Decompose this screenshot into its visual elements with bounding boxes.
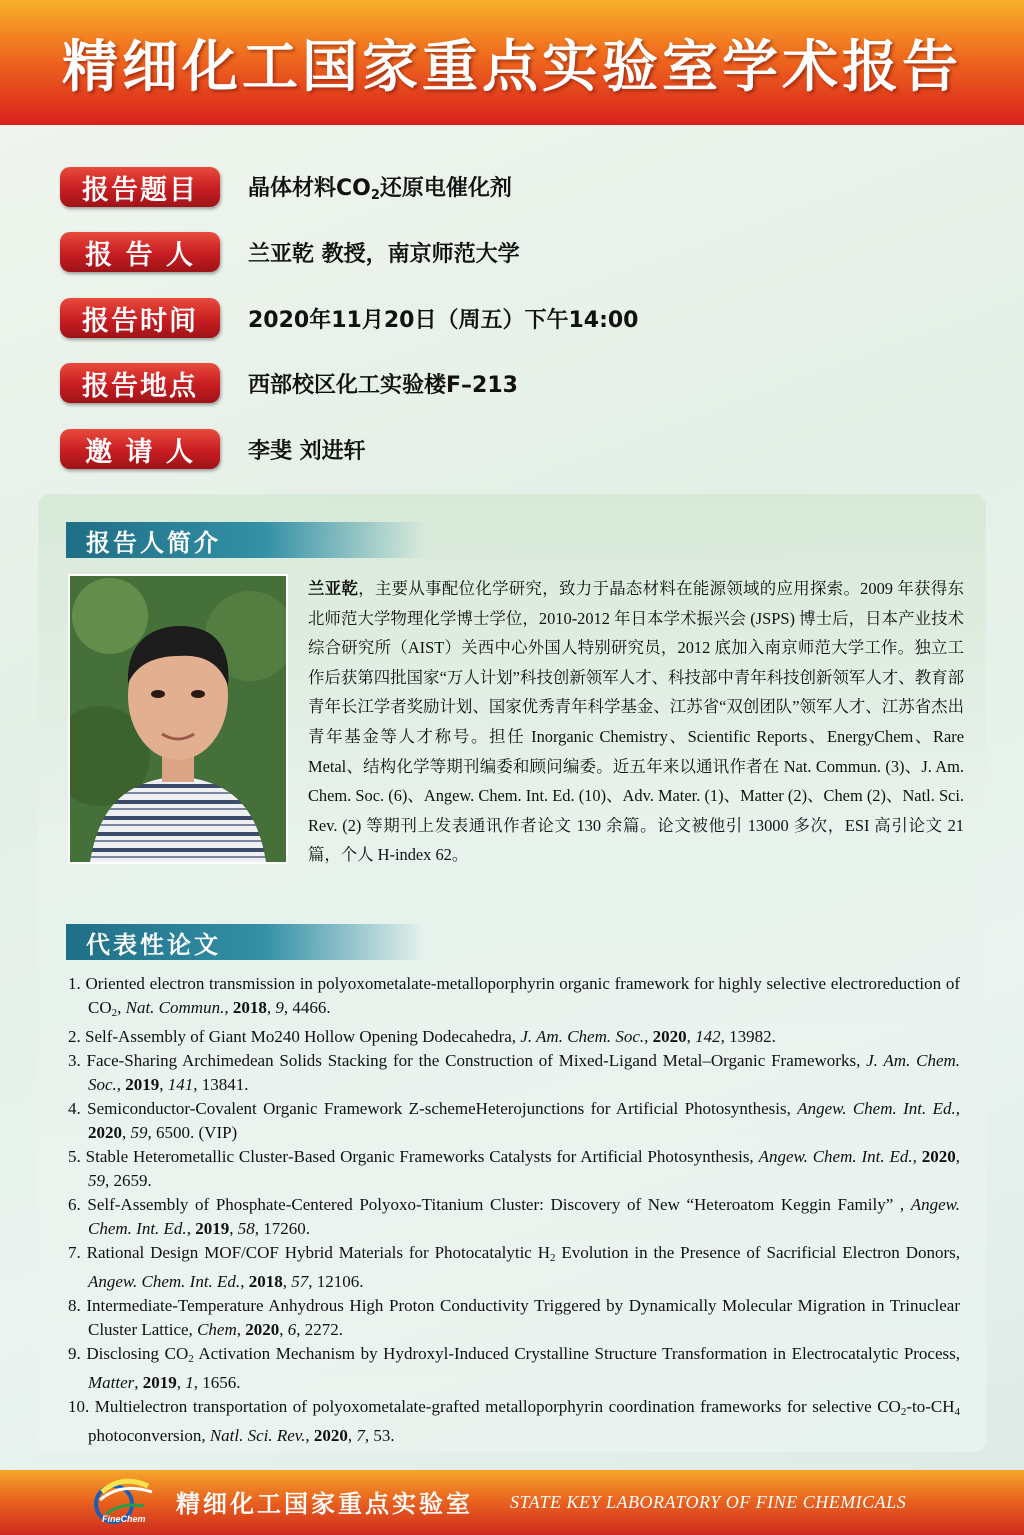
host-label: 邀 请 人 [60, 429, 220, 469]
bio-name: 兰亚乾 [308, 579, 359, 598]
page-title: 精细化工国家重点实验室学术报告 [62, 34, 962, 100]
paper-item: 1. Oriented electron transmission in polyoxometalate-metalloporphyrin organic framework for highly selective electroreduction of $CO_2$, Nat. Commun., 2018, 9, 4466. [68, 974, 961, 1019]
bio-body: ，主要从事配位化学研究，致力于晶态材料在能源领域的应用探索。2009 年获得东北师范大学物理化学博士学位，2010-2012 年日本学术振兴会 (JSPS) 博士后，日本产业技术综合研究所（AIST）关西中心外国人特别研究员，2012 底加入南京师范大学工作。独立工作后获第四批国家“万人计划”科技创新领军人才、科技部中青年科技创新领军人才、教育部青年长江学者奖励计划、国家优秀青年科学基金、江苏省“双创团队”领军人才、江苏省杰出青年基金等人才称号。担任 Inorganic Chemistry、Scientific Reports、EnergyChem、Rare Metal、结构化学等期刊编委和顾问编委。近五年来以通讯作者在 Nat. Commun. (3)、J. Am. Chem. Soc. (6)、Angew. Chem. Int. Ed. (10)、Adv. Mater. (1)、Matter (2)、Chem (2)、Natl. Sci. Rev. (2) 等期刊上发表通讯作者论文 130 余篇。论文被他引 13000 多次，ESI 高引论文 21 篇，个人 H-index 62。 [308, 579, 964, 865]
place-label: 报告地点 [60, 363, 220, 403]
paper-item: 7. Rational Design MOF/COF Hybrid Materials for Photocatalytic $H_2$ Evolution in the Presence of Sacrificial Electron Donors, Angew. Chem. Int. Ed., 2018, 57, 12106. [68, 1243, 961, 1291]
paper-item: 8. Intermediate-Temperature Anhydrous High Proton Conductivity Triggered by Dynamically Molecular Migration in Trinuclear Cluster Lattice, Chem, 2020, 6, 2272. [68, 1296, 960, 1339]
bio-text [68, 574, 964, 870]
info-row-place [60, 362, 518, 404]
info-row-speaker [60, 231, 520, 273]
footer-banner [0, 1470, 1024, 1535]
header-banner [0, 0, 1024, 125]
finechem-logo-icon [92, 1476, 160, 1528]
paper-item: 6. Self‐Assembly of Phosphate‐Centered Polyoxo‐Titanium Cluster: Discovery of New “Heteroatom Keggin Family” , Angew. Chem. Int. Ed., 2019, 58, 17260. [68, 1195, 961, 1238]
time-label: 报告时间 [60, 298, 220, 338]
paper-item: 5. Stable Heterometallic Cluster‐Based Organic Frameworks Catalysts for Artificial Photosynthesis, Angew. Chem. Int. Ed., 2020, 59, 2659. [68, 1147, 961, 1190]
svg-text:FineChem: FineChem [102, 1514, 146, 1524]
info-row-host [60, 428, 366, 470]
footer-lab-name-en: STATE KEY LABORATORY OF FINE CHEMICALS [510, 1492, 907, 1512]
paper-item: 9. Disclosing $CO_2$ Activation Mechanism by Hydroxyl-Induced Crystalline Structure Transformation in Electrocatalytic Process, Matter, 2019, 1, 1656. [68, 1344, 961, 1392]
place-value: 西部校区化工实验楼F–213 [248, 372, 518, 398]
papers-list [68, 972, 960, 1448]
paper-item: 10. Multielectron transportation of polyoxometalate-grafted metalloporphyrin coordination frameworks for selective $CO_2-to-CH_4$ photoconversion, Natl. Sci. Rev., 2020, 7, 53. [68, 1397, 960, 1445]
papers-heading: 代表性论文 [66, 924, 426, 960]
info-row-topic [60, 166, 512, 208]
host-value: 李斐 刘进轩 [248, 438, 366, 464]
paper-item: 3. Face-Sharing Archimedean Solids Stacking for the Construction of Mixed-Ligand Metal–Organic Frameworks, J. Am. Chem. Soc., 2019, 141, 13841. [68, 1051, 961, 1094]
topic-label: 报告题目 [60, 167, 220, 207]
speaker-label: 报 告 人 [60, 232, 220, 272]
info-row-time [60, 297, 639, 339]
time-value: 2020年11月20日（周五）下午14:00 [248, 307, 639, 333]
paper-item: 2. Self-Assembly of Giant Mo240 Hollow Opening Dodecahedra, J. Am. Chem. Soc., 2020, 142, 13982. [68, 1027, 776, 1046]
speaker-value: 兰亚乾 教授，南京师范大学 [248, 241, 520, 267]
paper-item: 4. Semiconductor-Covalent Organic Framework Z-schemeHeterojunctions for Artificial Photosynthesis, Angew. Chem. Int. Ed., 2020, 59, 6500. (VIP) [68, 1099, 960, 1142]
topic-value: 晶体材料$CO_2$还原电催化剂 [248, 176, 512, 203]
bio-heading: 报告人简介 [66, 522, 426, 558]
bio-float-spacer [68, 574, 308, 870]
footer-lab-name-cn: 精细化工国家重点实验室 [176, 1490, 473, 1518]
